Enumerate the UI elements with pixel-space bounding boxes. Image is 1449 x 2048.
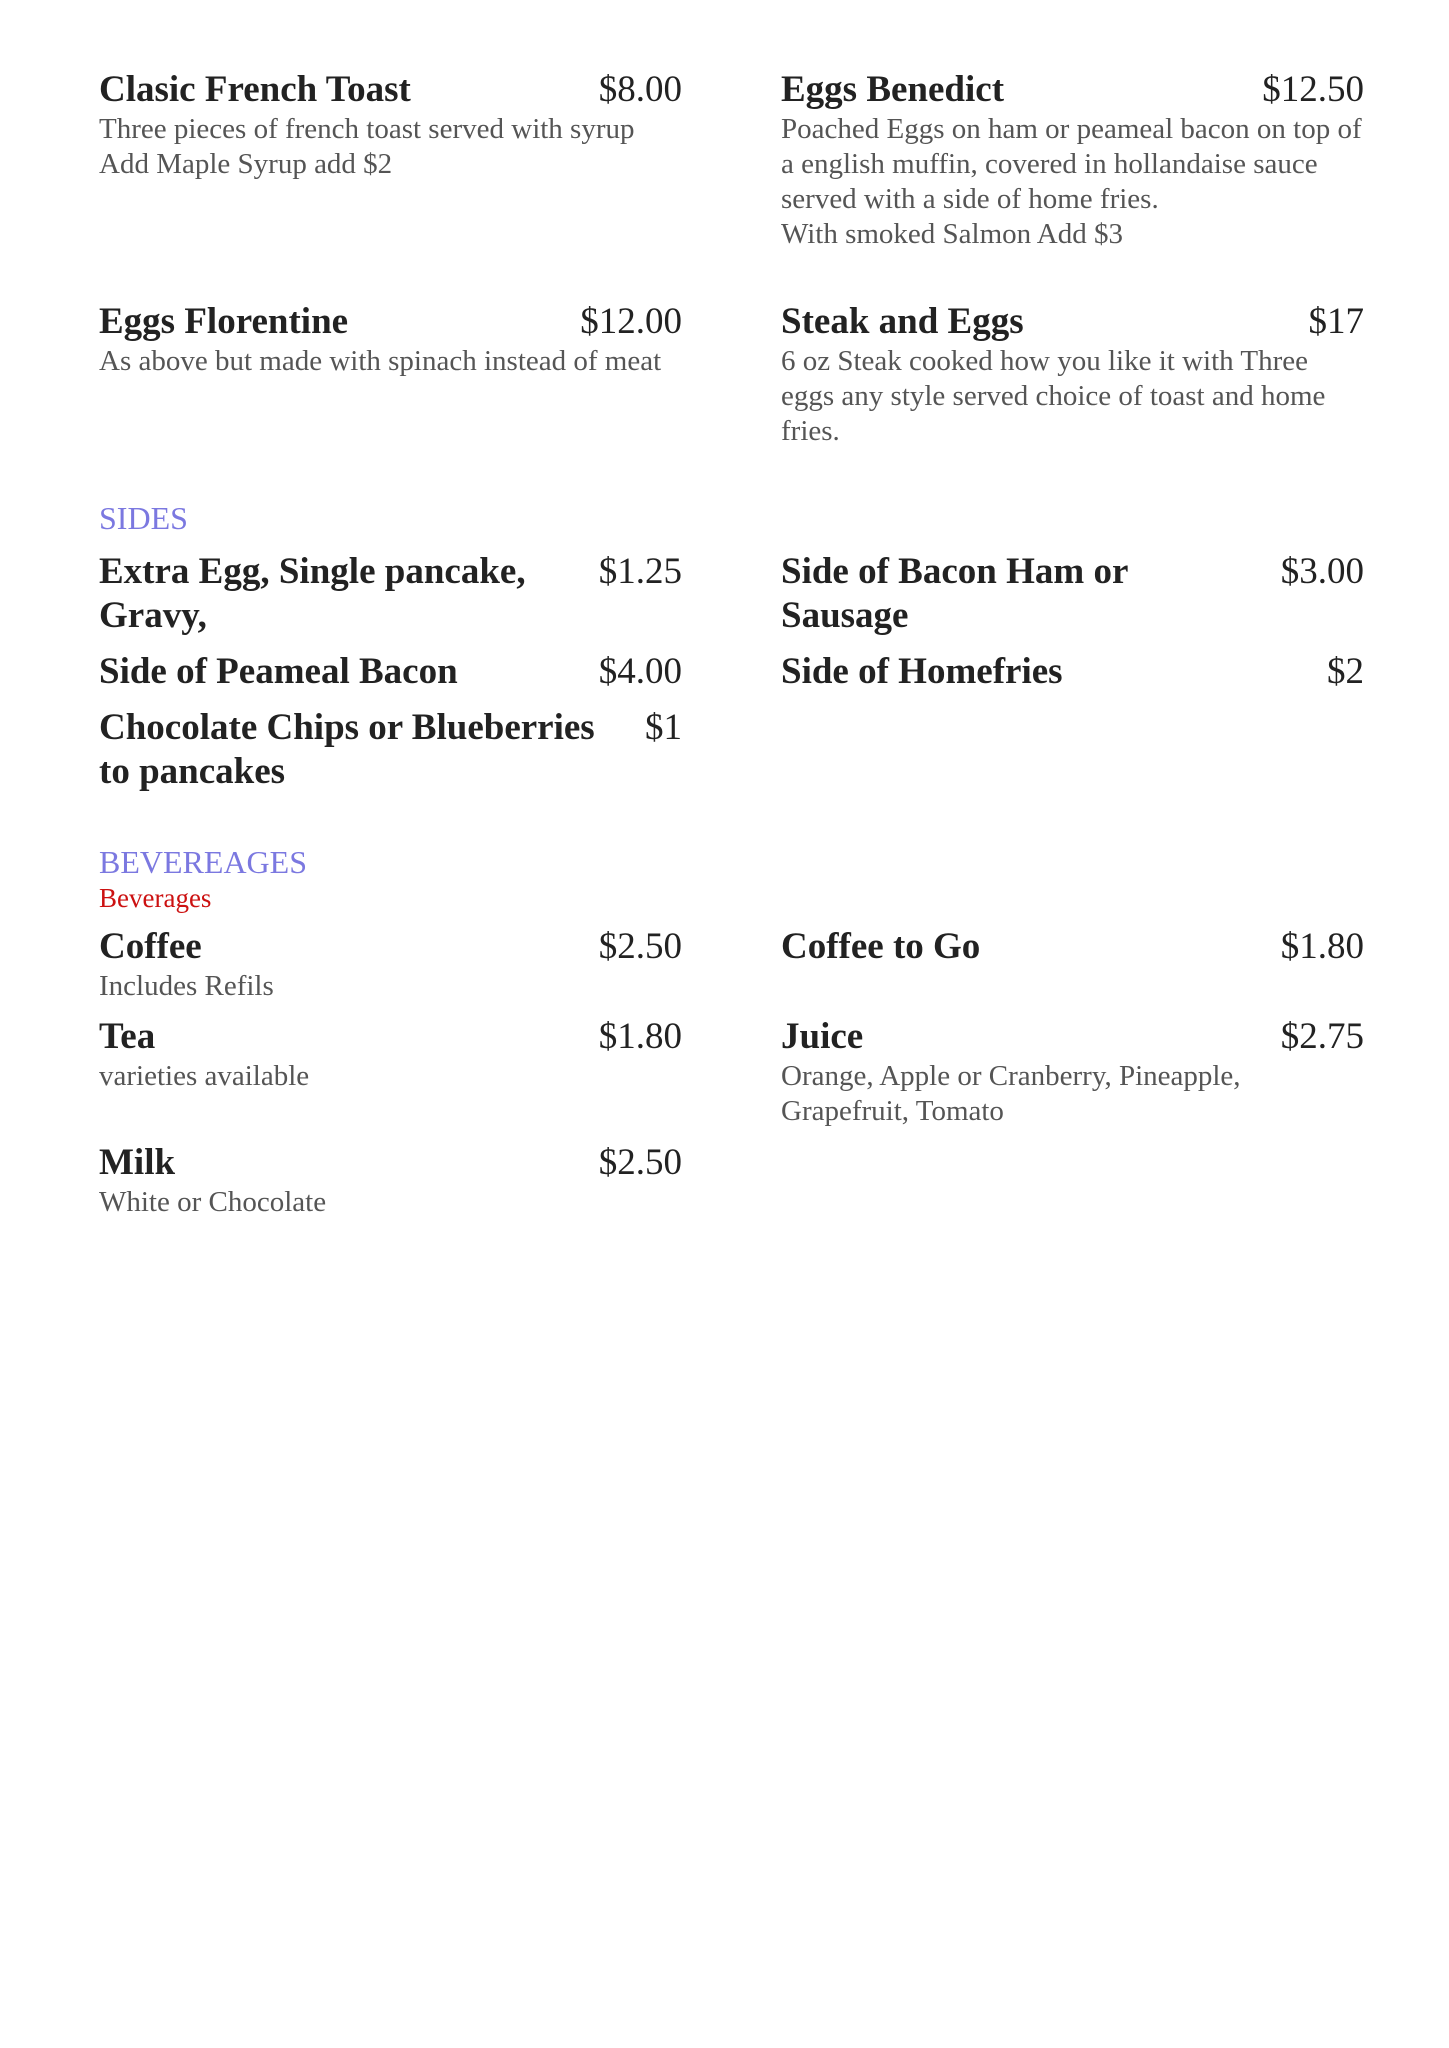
- item-name: Milk: [99, 1142, 176, 1183]
- item-name: Side of Homefries: [781, 651, 1063, 692]
- item-price: $1.80: [1280, 926, 1364, 967]
- side-item-peameal-bacon: [99, 650, 682, 694]
- item-add-on: With smoked Salmon Add $3: [781, 218, 1123, 250]
- section-heading-beverages: BEVEREAGES: [99, 844, 307, 880]
- item-name: Coffee to Go: [781, 926, 981, 967]
- beverage-item-juice: [781, 1015, 1364, 1129]
- item-name: Coffee: [99, 926, 202, 967]
- side-item-chips-blueberries: [99, 706, 682, 794]
- section-heading-sides: SIDES: [99, 500, 188, 536]
- beverage-item-milk: [99, 1141, 682, 1220]
- beverage-item-coffee-to-go: [781, 925, 1364, 969]
- item-description: Orange, Apple or Cranberry, Pineapple, Grapefruit, Tomato: [781, 1060, 1241, 1127]
- side-item-bacon-ham-sausage: [781, 550, 1364, 638]
- item-name: Eggs Florentine: [99, 301, 349, 342]
- item-name: Side of Bacon Ham or Sausage: [781, 551, 1128, 636]
- beverage-item-coffee: [99, 925, 682, 1004]
- item-add-on: Add Maple Syrup add $2: [99, 148, 393, 180]
- item-price: $4.00: [598, 651, 682, 692]
- item-price: $12.50: [1262, 69, 1364, 110]
- item-price: $1.80: [598, 1016, 682, 1057]
- item-price: $8.00: [598, 69, 682, 110]
- side-item-homefries: [781, 650, 1364, 694]
- item-price: $3.00: [1280, 551, 1364, 592]
- menu-item-eggs-benedict: [781, 68, 1364, 252]
- section-subheading-beverages: Beverages: [99, 883, 212, 913]
- item-price: $2.50: [598, 926, 682, 967]
- item-price: $12.00: [580, 301, 682, 342]
- item-description: 6 oz Steak cooked how you like it with Three eggs any style served choice of toast and home fries.: [781, 345, 1326, 447]
- item-name: Extra Egg, Single pancake, Gravy,: [99, 551, 526, 636]
- item-price: $2.50: [598, 1142, 682, 1183]
- menu-item-eggs-florentine: [99, 300, 682, 379]
- item-name: Steak and Eggs: [781, 301, 1024, 342]
- item-description: As above but made with spinach instead of meat: [99, 345, 662, 377]
- item-price: $2.75: [1280, 1016, 1364, 1057]
- item-name: Side of Peameal Bacon: [99, 651, 458, 692]
- item-name: Chocolate Chips or Blueberries to pancakes: [99, 707, 595, 792]
- item-name: Juice: [781, 1016, 864, 1057]
- side-item-extra-egg: [99, 550, 682, 638]
- item-price: $1.25: [598, 551, 682, 592]
- item-name: Clasic French Toast: [99, 69, 411, 110]
- item-price: $1: [645, 707, 682, 748]
- item-description: Three pieces of french toast served with syrup: [99, 113, 635, 145]
- menu-item-steak-and-eggs: [781, 300, 1364, 449]
- beverage-item-tea: [99, 1015, 682, 1094]
- item-price: $2: [1327, 651, 1364, 692]
- item-description: Poached Eggs on ham or peameal bacon on top of a english muffin, covered in hollandaise sauce served with a side of home fries.: [781, 113, 1362, 215]
- menu-item-french-toast: [99, 68, 682, 182]
- item-description: Includes Refils: [99, 970, 274, 1002]
- item-name: Tea: [99, 1016, 156, 1057]
- item-description: White or Chocolate: [99, 1186, 327, 1218]
- item-name: Eggs Benedict: [781, 69, 1005, 110]
- item-description: varieties available: [99, 1060, 310, 1092]
- item-price: $17: [1308, 301, 1364, 342]
